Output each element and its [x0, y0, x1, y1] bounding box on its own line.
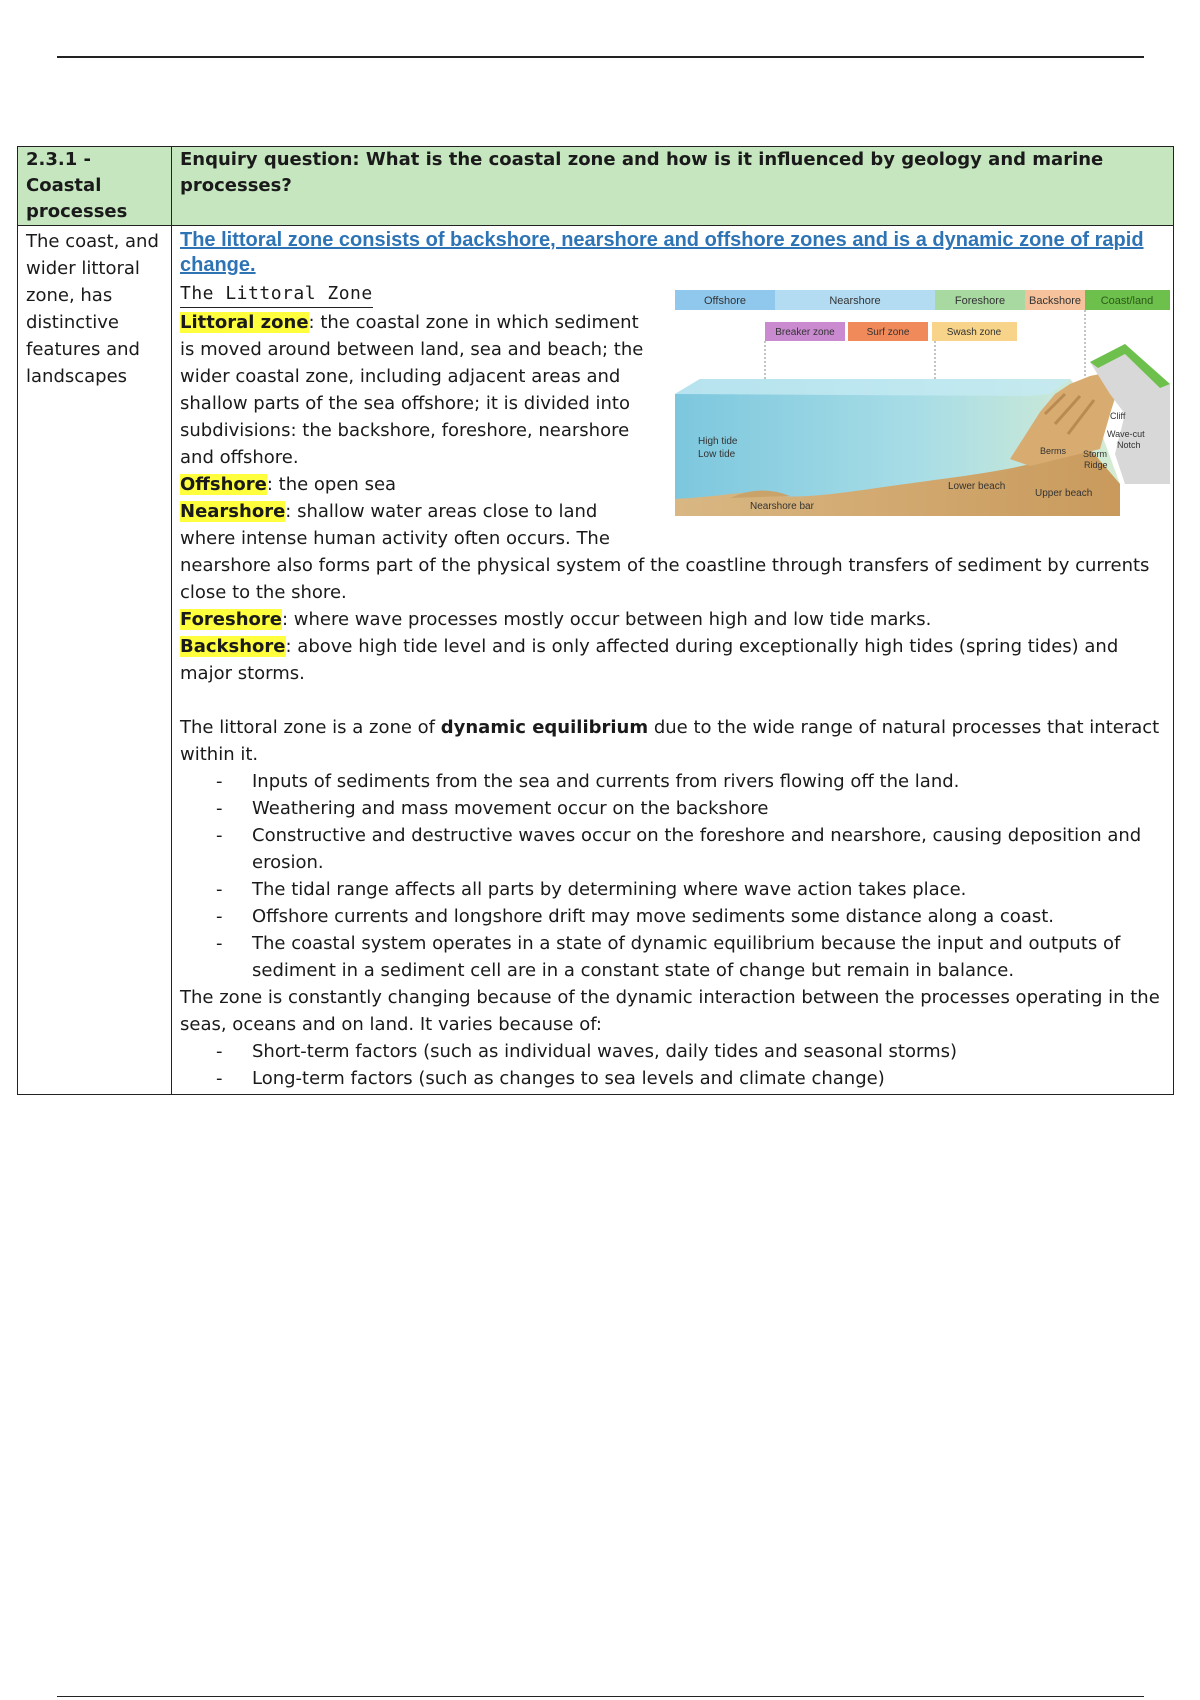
label-upper-beach: Upper beach	[1035, 488, 1093, 499]
enquiry-question: Enquiry question: What is the coastal zone and how is it influenced by geology and marine processes?	[172, 147, 1174, 226]
label-storm: Storm	[1083, 449, 1108, 459]
zone-label-nearshore: Nearshore	[829, 295, 881, 307]
change-intro: The zone is constantly changing because of the dynamic interaction between the processes operating in the seas, oceans and on land. It varies because of:	[180, 987, 1160, 1035]
definition-text: : the coastal zone in which sediment is moved around between land, sea and beach; the wider coastal zone, including adjacent areas and shallow parts of the sea offshore; it is divided into subdivisions: the backshore, foreshore, nearshore and offshore.	[180, 312, 644, 468]
term-backshore: Backshore	[180, 636, 286, 657]
subzone-label-swash: Swash zone	[946, 327, 1002, 338]
label-lower-beach: Lower beach	[948, 481, 1006, 492]
notes-table	[17, 146, 1174, 1095]
content-row	[18, 226, 1174, 1095]
definition-text: : the open sea	[266, 474, 397, 495]
factor-list	[180, 1038, 1165, 1092]
definition-text: : where wave processes mostly occur between high and low tide marks.	[282, 609, 932, 630]
zone-label-coast-land: Coast/land	[1100, 295, 1154, 307]
zone-label-offshore: Offshore	[704, 295, 746, 307]
littoral-zone-diagram	[670, 284, 1175, 520]
list-item: - Offshore currents and longshore drift may move sediments some distance along a coast.	[252, 903, 1165, 930]
list-item: - The tidal range affects all parts by determining where wave action takes place.	[252, 876, 1165, 903]
spacer	[180, 687, 1165, 714]
subzone-label-breaker: Breaker zone	[775, 327, 835, 338]
equilibrium-before: The littoral zone is a zone of	[180, 717, 441, 738]
diagram-svg	[670, 284, 1175, 520]
topic-cell: 2.3.1 - Coastal processes	[18, 147, 172, 226]
list-item: - Short-term factors (such as individual waves, daily tides and seasonal storms)	[252, 1038, 1165, 1065]
spec-statement: The coast, and wider littoral zone, has distinctive features and landscapes	[18, 226, 172, 1095]
footer-rule	[57, 1696, 1144, 1697]
header-row	[18, 147, 1174, 226]
equilibrium-bold: dynamic equilibrium	[440, 717, 649, 738]
definition-text: : shallow water areas close to land where intense human activity often occurs. The nearshore also forms part of the physical system of the coastline through transfers of sediment by currents close to the shore.	[180, 501, 1150, 603]
equilibrium-paragraph	[180, 714, 1165, 768]
term-littoral-zone: Littoral zone	[180, 312, 309, 333]
headline-link[interactable]: The littoral zone consists of backshore, nearshore and offshore zones and is a dynamic zone of rapid change.	[180, 229, 1144, 276]
label-nearshore-bar: Nearshore bar	[750, 501, 814, 512]
list-item: - Long-term factors (such as changes to sea levels and climate change)	[252, 1065, 1165, 1092]
content-cell	[172, 226, 1174, 1095]
label-high-tide: High tide	[698, 436, 738, 447]
definition-backshore	[180, 633, 1165, 687]
term-foreshore: Foreshore	[180, 609, 282, 630]
definition-text: : above high tide level and is only affected during exceptionally high tides (spring tides) and major storms.	[180, 636, 1119, 684]
equilibrium-after: due to the wide range of natural processes that interact within it.	[180, 717, 1160, 765]
list-item: - Constructive and destructive waves occur on the foreshore and nearshore, causing deposition and erosion.	[252, 822, 1165, 876]
process-list	[180, 768, 1165, 984]
zone-label-foreshore: Foreshore	[954, 295, 1006, 307]
label-notch: Notch	[1117, 440, 1141, 450]
label-low-tide: Low tide	[698, 449, 736, 460]
subzone-label-surf: Surf zone	[866, 327, 910, 338]
term-offshore: Offshore	[180, 474, 267, 495]
label-ridge: Ridge	[1084, 460, 1108, 470]
term-nearshore: Nearshore	[180, 501, 286, 522]
label-berms: Berms	[1040, 446, 1067, 456]
list-item: - Weathering and mass movement occur on the backshore	[252, 795, 1165, 822]
sea-surface	[675, 379, 1070, 396]
list-item: - The coastal system operates in a state of dynamic equilibrium because the input and outputs of sediment in a sediment cell are in a constant state of change but remain in balance.	[252, 930, 1165, 984]
header-rule	[57, 56, 1144, 58]
list-item: - Inputs of sediments from the sea and currents from rivers flowing off the land.	[252, 768, 1165, 795]
zone-label-backshore: Backshore	[1029, 295, 1081, 307]
label-cliff: Cliff	[1110, 411, 1126, 421]
subheading: The Littoral Zone	[180, 281, 373, 308]
label-wave-cut: Wave-cut	[1107, 429, 1145, 439]
definition-foreshore	[180, 606, 1165, 633]
